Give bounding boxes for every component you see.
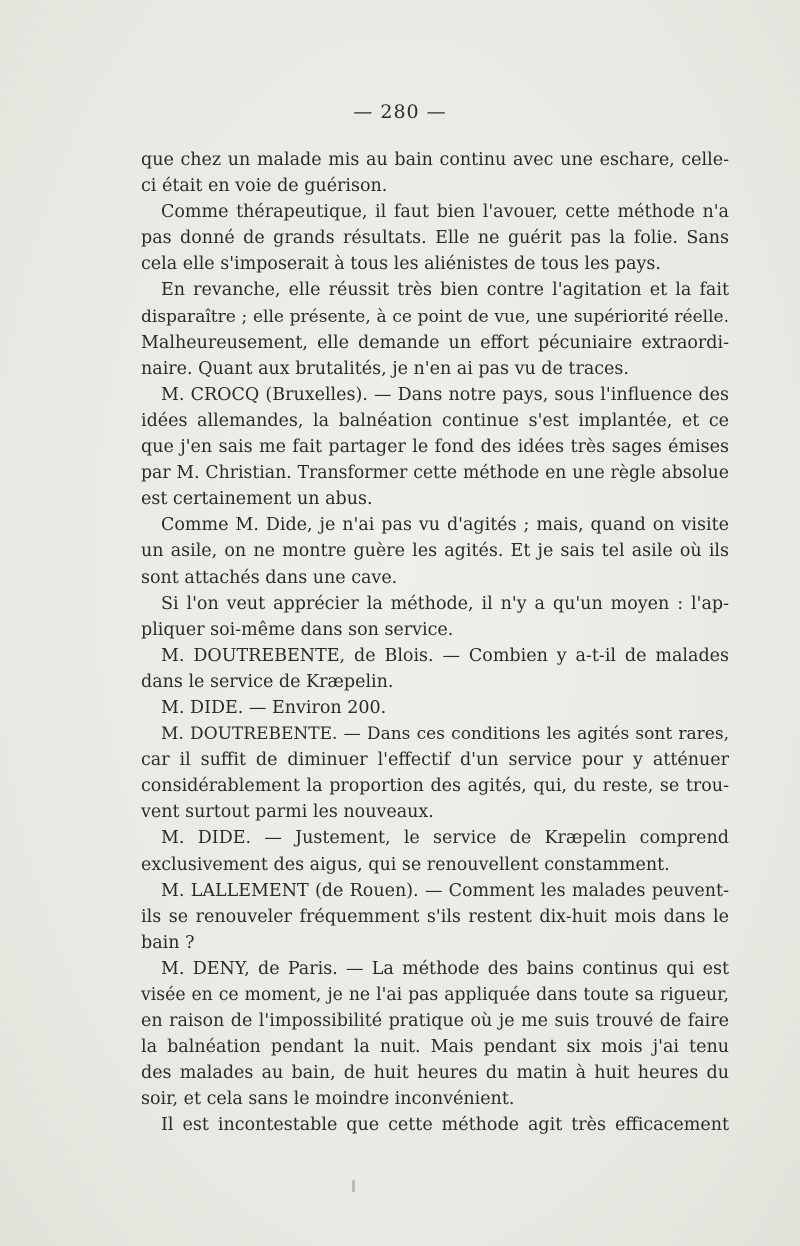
text-line: idées allemandes, la balnéation continue s'est implantée, et ce bbox=[141, 410, 729, 431]
text-line: bain ? bbox=[141, 932, 195, 953]
text-line: M. DIDE. — Environ 200. bbox=[161, 697, 387, 718]
text-line: naire. Quant aux brutalités, je n'en ai pas vu de traces. bbox=[141, 358, 629, 379]
text-line: la balnéation pendant la nuit. Mais pendant six mois j'ai tenu bbox=[141, 1037, 729, 1058]
text-line: Malheureusement, elle demande un effort pécuniaire extraordi- bbox=[141, 332, 729, 353]
text-line: des malades au bain, de huit heures du matin à huit heures du bbox=[141, 1063, 729, 1084]
text-line: Comme M. Dide, je n'ai pas vu d'agités ; mais, quand on visite bbox=[161, 515, 729, 536]
text-line: un asile, on ne montre guère les agités. Et je sais tel asile où ils bbox=[141, 541, 729, 562]
text-line: soir, et cela sans le moindre inconvénient. bbox=[141, 1089, 515, 1110]
text-line: car il suffit de diminuer l'effectif d'un service pour y atténuer bbox=[141, 750, 729, 771]
text-line: que chez un malade mis au bain continu avec une eschare, celle- bbox=[141, 150, 729, 170]
text-line: ils se renouveler fréquemment s'ils restent dix-huit mois dans le bbox=[141, 906, 729, 927]
text-line: est certainement un abus. bbox=[141, 489, 373, 510]
text-line: disparaître ; elle présente, à ce point de vue, une supériorité réelle. bbox=[141, 306, 729, 327]
text-line: cela elle s'imposerait à tous les aliénistes de tous les pays. bbox=[141, 254, 661, 275]
text-line: considérablement la proportion des agités, qui, du reste, se trou- bbox=[141, 776, 729, 797]
text-line: Si l'on veut apprécier la méthode, il n'y a qu'un moyen : l'ap- bbox=[161, 593, 729, 614]
text-line: M. DIDE. — Justement, le service de Kræpelin comprend bbox=[161, 828, 729, 849]
page-number: — 280 — bbox=[353, 101, 447, 123]
text-line: M. LALLEMENT (de Rouen). — Comment les malades peuvent- bbox=[161, 880, 729, 901]
text-line: vent surtout parmi les nouveaux. bbox=[141, 802, 434, 823]
text-line: Comme thérapeutique, il faut bien l'avouer, cette méthode n'a bbox=[161, 202, 729, 223]
text-line: dans le service de Kræpelin. bbox=[141, 671, 394, 692]
body-text bbox=[141, 147, 729, 1139]
text-line: M. DOUTREBENTE. — Dans ces conditions les agités sont rares, bbox=[161, 724, 729, 745]
text-line: pas donné de grands résultats. Elle ne guérit pas la folie. Sans bbox=[141, 228, 729, 249]
text-line: que j'en sais me fait partager le fond des idées très sages émises bbox=[141, 437, 729, 458]
text-line: En revanche, elle réussit très bien contre l'agitation et la fait bbox=[161, 280, 729, 301]
text-line: M. DOUTREBENTE, de Blois. — Combien y a-t-il de malades bbox=[161, 645, 729, 666]
text-line: pliquer soi-même dans son service. bbox=[141, 619, 454, 640]
text-line: M. DENY, de Paris. — La méthode des bains continus qui est bbox=[161, 958, 729, 979]
text-line: sont attachés dans une cave. bbox=[141, 567, 398, 588]
page-speck bbox=[352, 1180, 355, 1192]
text-line: exclusivement des aigus, qui se renouvellent constamment. bbox=[141, 854, 670, 875]
text-line: en raison de l'impossibilité pratique où je me suis trouvé de faire bbox=[141, 1011, 729, 1032]
text-line: visée en ce moment, je ne l'ai pas appliquée dans toute sa rigueur, bbox=[141, 985, 729, 1005]
text-line: Il est incontestable que cette méthode agit très efficacement bbox=[161, 1115, 729, 1136]
text-line: par M. Christian. Transformer cette méthode en une règle absolue bbox=[141, 463, 729, 484]
text-line: M. CROCQ (Bruxelles). — Dans notre pays, sous l'influence des bbox=[161, 384, 729, 405]
text-line: ci était en voie de guérison. bbox=[141, 176, 388, 197]
